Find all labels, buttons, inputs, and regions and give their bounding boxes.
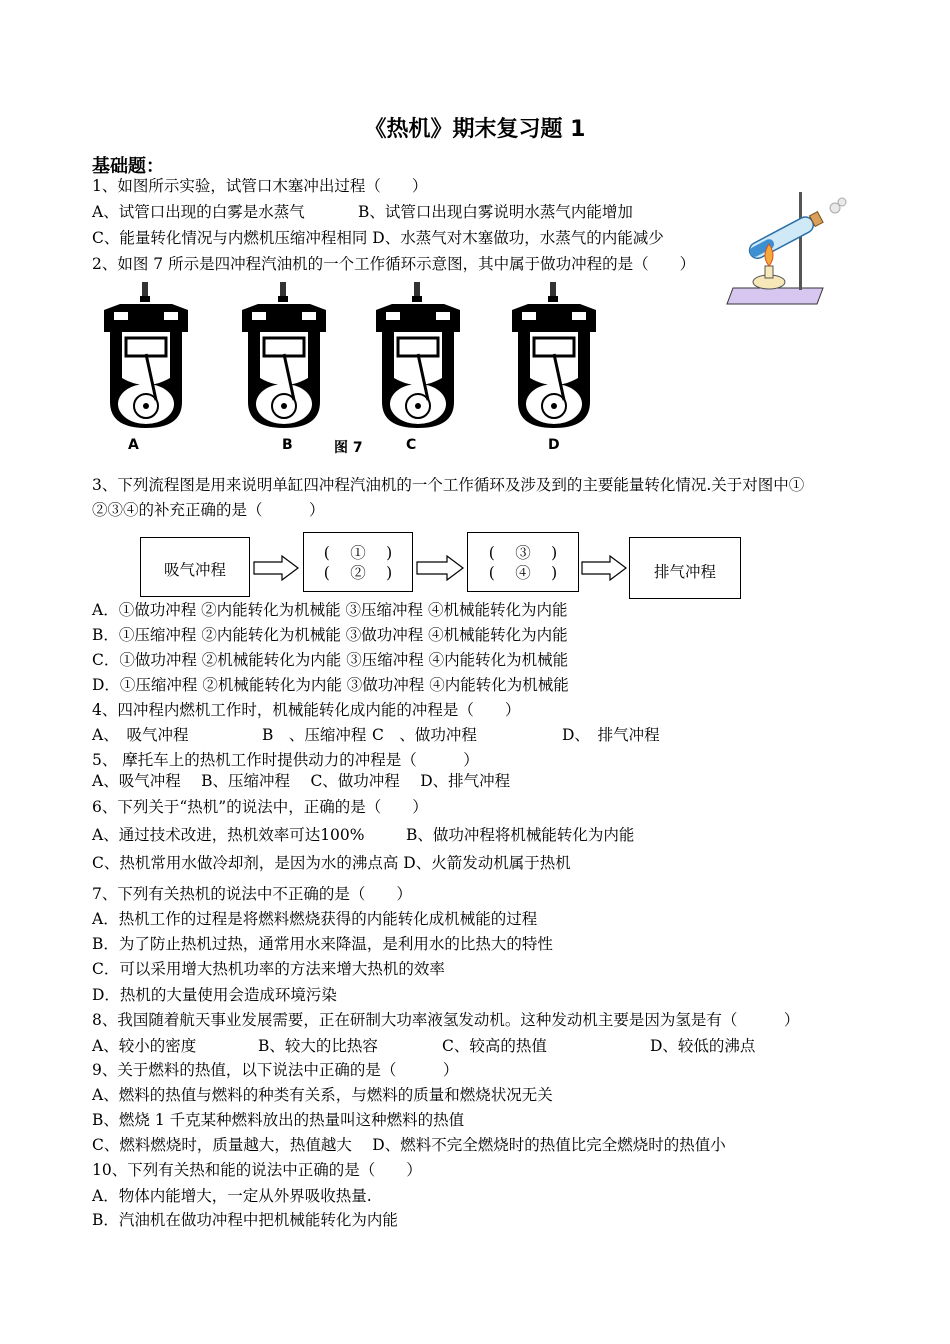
q8-stem: 8、我国随着航天事业发展需要，正在研制大功率液氢发动机。这种发动机主要是因为氢是有（ ） bbox=[92, 1011, 800, 1029]
q1-option-cd: C、能量转化情况与内燃机压缩冲程相同 D、水蒸气对木塞做功，水蒸气的内能减少 bbox=[92, 229, 664, 247]
engine-diagram-d bbox=[508, 282, 600, 432]
engine-diagram-c bbox=[372, 282, 464, 432]
q9-option-b: B、燃烧 1 千克某种燃料放出的热量叫这种燃料的热值 bbox=[92, 1111, 465, 1129]
q7-option-a: A．热机工作的过程是将燃料燃烧获得的内能转化成机械能的过程 bbox=[92, 910, 538, 928]
q1-option-a: A、试管口出现的白雾是水蒸气 bbox=[92, 203, 305, 221]
q1-option-b: B、试管口出现白雾说明水蒸气内能增加 bbox=[358, 203, 633, 221]
flow-arrow-2 bbox=[415, 555, 465, 581]
engine-label-c: C bbox=[406, 437, 417, 453]
test-tube-apparatus-illustration bbox=[725, 186, 850, 311]
flow-box-3 bbox=[467, 532, 579, 592]
q3-stem-line1: 3、下列流程图是用来说明单缸四冲程汽油机的一个工作循环及涉及到的主要能量转化情况.关于对图中① bbox=[92, 476, 805, 494]
q3-option-b: B．①压缩冲程 ②内能转化为机械能 ③做功冲程 ④机械能转化为内能 bbox=[92, 626, 568, 644]
flow-box-intake bbox=[140, 537, 250, 597]
q5-options: A、吸气冲程 B、压缩冲程 C、做功冲程 D、排气冲程 bbox=[92, 772, 511, 790]
q1-stem: 1、如图所示实验，试管口木塞冲出过程（ ） bbox=[92, 177, 428, 195]
engine-diagram-b bbox=[238, 282, 330, 432]
q7-option-d: D．热机的大量使用会造成环境污染 bbox=[92, 986, 337, 1004]
q8-option-c: C、较高的热值 bbox=[442, 1037, 547, 1055]
flow-box-exhaust bbox=[629, 537, 741, 599]
q6-option-b: B、做功冲程将机械能转化为内能 bbox=[406, 826, 635, 844]
engine-label-b: B bbox=[282, 437, 293, 453]
flow-blank-4: ( ④ ) bbox=[488, 564, 558, 582]
page-title: 《热机》期末复习题 1 bbox=[364, 117, 586, 142]
engine-diagram-a bbox=[100, 282, 192, 432]
q4-option-c: C 、做功冲程 bbox=[372, 726, 477, 744]
q7-stem: 7、下列有关热机的说法中不正确的是（ ） bbox=[92, 885, 412, 903]
q8-option-b: B、较大的比热容 bbox=[258, 1037, 378, 1055]
flow-blank-3: ( ③ ) bbox=[488, 544, 558, 562]
q10-stem: 10、下列有关热和能的说法中正确的是（ ） bbox=[92, 1161, 422, 1179]
q4-option-d: D、 排气冲程 bbox=[562, 726, 660, 744]
engine-label-d: D bbox=[548, 437, 560, 453]
flow-blank-1: ( ① ) bbox=[323, 544, 393, 562]
q3-stem-line2: ②③④的补充正确的是（ ） bbox=[92, 501, 325, 519]
q6-option-cd: C、热机常用水做冷却剂，是因为水的沸点高 D、火箭发动机属于热机 bbox=[92, 854, 571, 872]
q6-stem: 6、下列关于“热机”的说法中，正确的是（ ） bbox=[92, 798, 428, 816]
q9-stem: 9、关于燃料的热值，以下说法中正确的是（ ） bbox=[92, 1061, 459, 1079]
flow-box-2 bbox=[303, 532, 413, 592]
q5-stem: 5、 摩托车上的热机工作时提供动力的冲程是（ ） bbox=[92, 751, 479, 769]
q8-option-d: D、较低的沸点 bbox=[650, 1037, 756, 1055]
q4-stem: 4、四冲程内燃机工作时，机械能转化成内能的冲程是（ ） bbox=[92, 701, 521, 719]
flow-arrow-3 bbox=[580, 555, 628, 581]
flow-box-intake-label: 吸气冲程 bbox=[163, 561, 226, 579]
q4-option-b: B 、压缩冲程 bbox=[262, 726, 367, 744]
section-heading: 基础题： bbox=[92, 156, 164, 177]
q7-option-c: C．可以采用增大热机功率的方法来增大热机的效率 bbox=[92, 960, 445, 978]
q9-option-cd: C、燃料燃烧时，质量越大，热值越大 D、燃料不完全燃烧时的热值比完全燃烧时的热值小 bbox=[92, 1136, 726, 1154]
flow-blank-2: ( ② ) bbox=[323, 564, 393, 582]
figure-caption: 图 7 bbox=[334, 440, 363, 456]
q3-option-c: C．①做功冲程 ②机械能转化为内能 ③压缩冲程 ④内能转化为机械能 bbox=[92, 651, 569, 669]
engine-label-a: A bbox=[128, 437, 139, 453]
q6-option-a: A、通过技术改进，热机效率可达100% bbox=[92, 826, 365, 844]
q4-option-a: A、 吸气冲程 bbox=[92, 726, 189, 744]
flow-arrow-1 bbox=[252, 555, 300, 581]
q3-option-d: D．①压缩冲程 ②机械能转化为内能 ③做功冲程 ④内能转化为机械能 bbox=[92, 676, 569, 694]
q7-option-b: B．为了防止热机过热，通常用水来降温，是利用水的比热大的特性 bbox=[92, 935, 553, 953]
q2-stem: 2、如图 7 所示是四冲程汽油机的一个工作循环示意图，其中属于做功冲程的是（ ） bbox=[92, 255, 696, 273]
q8-option-a: A、较小的密度 bbox=[92, 1037, 197, 1055]
flow-box-exhaust-label: 排气冲程 bbox=[653, 563, 716, 581]
q10-option-a: A．物体内能增大，一定从外界吸收热量. bbox=[92, 1187, 372, 1205]
q10-option-b: B．汽油机在做功冲程中把机械能转化为内能 bbox=[92, 1211, 398, 1229]
q3-option-a: A．①做功冲程 ②内能转化为机械能 ③压缩冲程 ④机械能转化为内能 bbox=[92, 601, 568, 619]
q9-option-a: A、燃料的热值与燃料的种类有关系，与燃料的质量和燃烧状况无关 bbox=[92, 1086, 553, 1104]
